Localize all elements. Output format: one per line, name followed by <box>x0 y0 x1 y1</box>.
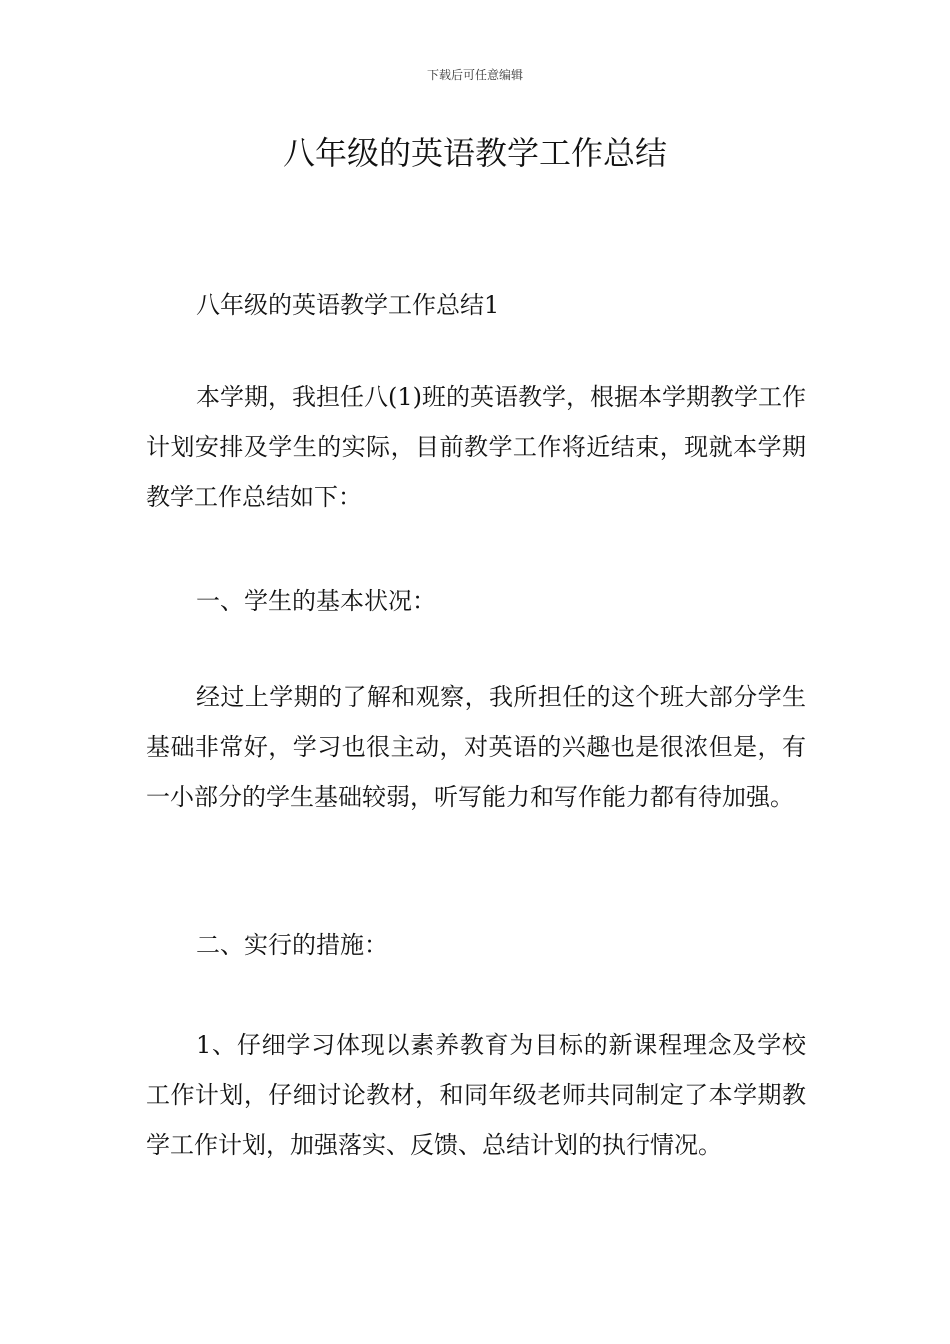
intro-paragraph: 本学期，我担任八(1)班的英语教学，根据本学期教学工作计划安排及学生的实际，目前教学工作将近结束，现就本学期教学工作总结如下： <box>146 383 806 511</box>
measure-paragraph-1: 1、仔细学习体现以素养教育为目标的新课程理念及学校工作计划，仔细讨论教材，和同年级老师共同制定了本学期教学工作计划，加强落实、反馈、总结计划的执行情况。 <box>146 1031 806 1159</box>
header-note: 下载后可任意编辑 <box>426 68 523 82</box>
section-heading: 八年级的英语教学工作总结1 <box>196 291 500 319</box>
document-title: 八年级的英语教学工作总结 <box>282 134 667 172</box>
student-status-paragraph: 经过上学期的了解和观察，我所担任的这个班大部分学生基础非常好，学习也很主动，对英语的兴趣也是很浓但是，有一小部分的学生基础较弱，听写能力和写作能力都有待加强。 <box>146 683 806 811</box>
subheading-measures: 二、实行的措施： <box>196 931 388 959</box>
subheading-student-status: 一、学生的基本状况： <box>196 587 436 615</box>
